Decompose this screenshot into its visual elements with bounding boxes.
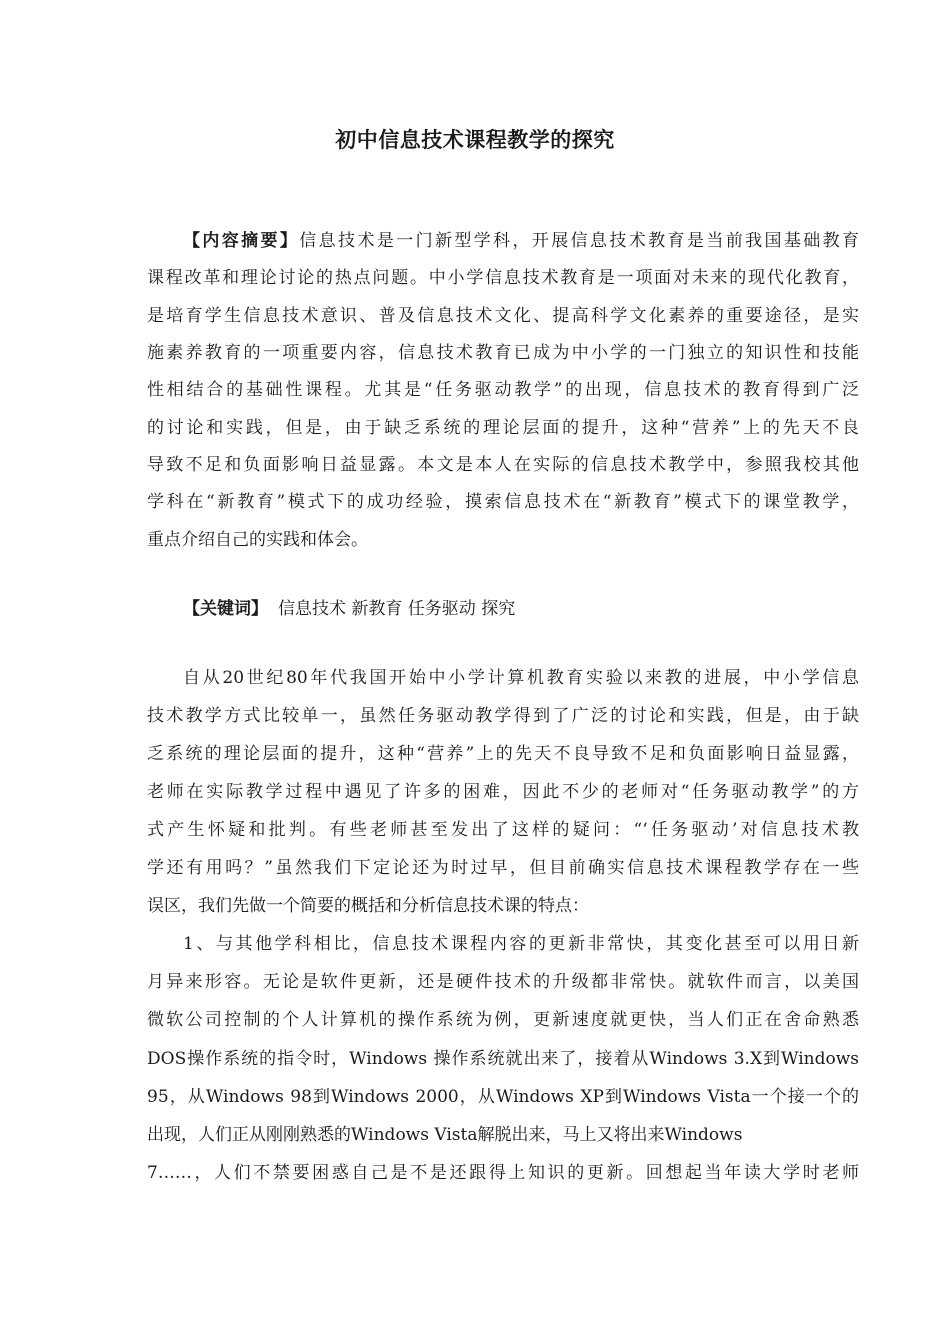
abstract-line: 重点介绍自己的实践和体会。 bbox=[147, 530, 368, 550]
body-line: 出现，人们正从刚刚熟悉的Windows Vista解脱出来，马上又将出来Windows bbox=[147, 1125, 743, 1145]
abstract-line: 施素养教育的一项重要内容，信息技术教育已成为中小学的一门独立的知识性和技能 bbox=[147, 343, 859, 363]
keywords-text: 信息技术 新教育 任务驱动 探究 bbox=[278, 599, 516, 619]
body-line: 技术教学方式比较单一，虽然任务驱动教学得到了广泛的讨论和实践，但是，由于缺 bbox=[147, 706, 859, 726]
abstract-line: 的讨论和实践，但是，由于缺乏系统的理论层面的提升，这种“营养”上的先天不良 bbox=[147, 418, 859, 438]
body-line: 乏系统的理论层面的提升，这种“营养”上的先天不良导致不足和负面影响日益显露， bbox=[147, 744, 859, 764]
keywords-line bbox=[183, 597, 859, 621]
abstract-label: 【内容摘要】 bbox=[183, 231, 300, 251]
abstract-line: 性相结合的基础性课程。尤其是“任务驱动教学”的出现，信息技术的教育得到广泛 bbox=[147, 380, 859, 400]
body-line: 老师在实际教学过程中遇见了许多的困难，因此不少的老师对“任务驱动教学”的方 bbox=[147, 782, 859, 802]
body-line: 自从20世纪80年代我国开始中小学计算机教育实验以来教的进展，中小学信息 bbox=[183, 668, 859, 688]
abstract-line: 学科在“新教育”模式下的成功经验，摸索信息技术在“新教育”模式下的课堂教学， bbox=[147, 492, 859, 512]
body-line: 1、与其他学科相比，信息技术课程内容的更新非常快，其变化甚至可以用日新 bbox=[183, 934, 859, 954]
body-line: 学还有用吗？”虽然我们下定论还为时过早，但目前确实信息技术课程教学存在一些 bbox=[147, 858, 859, 878]
abstract-line: 课程改革和理论讨论的热点问题。中小学信息技术教育是一项面对未来的现代化教育， bbox=[147, 268, 859, 288]
abstract-line bbox=[183, 229, 859, 253]
abstract-text: 信息技术是一门新型学科，开展信息技术教育是当前我国基础教育 bbox=[299, 231, 860, 251]
body-line: 7……，人们不禁要困惑自己是不是还跟得上知识的更新。回想起当年读大学时老师 bbox=[147, 1163, 859, 1183]
abstract-line: 是培育学生信息技术意识、普及信息技术文化、提高科学文化素养的重要途径，是实 bbox=[147, 306, 859, 326]
body-line: 月异来形容。无论是软件更新，还是硬件技术的升级都非常快。就软件而言，以美国 bbox=[147, 972, 859, 992]
body-line: 误区，我们先做一个简要的概括和分析信息技术课的特点： bbox=[147, 896, 589, 916]
body-line: DOS操作系统的指令时，Windows 操作系统就出来了，接着从Windows 3.X到Windows bbox=[147, 1049, 859, 1069]
body-line: 95，从Windows 98到Windows 2000，从Windows XP到Windows Vista一个接一个的 bbox=[147, 1087, 859, 1107]
body-line: 微软公司控制的个人计算机的操作系统为例，更新速度就更快，当人们正在舍命熟悉 bbox=[147, 1010, 859, 1030]
abstract-line: 导致不足和负面影响日益显露。本文是本人在实际的信息技术教学中，参照我校其他 bbox=[147, 455, 859, 475]
keywords-label: 【关键词】 bbox=[183, 599, 268, 619]
body-line: 式产生怀疑和批判。有些老师甚至发出了这样的疑问：“‘任务驱动’对信息技术教 bbox=[147, 820, 859, 840]
document-title: 初中信息技术课程教学的探究 bbox=[335, 128, 615, 152]
